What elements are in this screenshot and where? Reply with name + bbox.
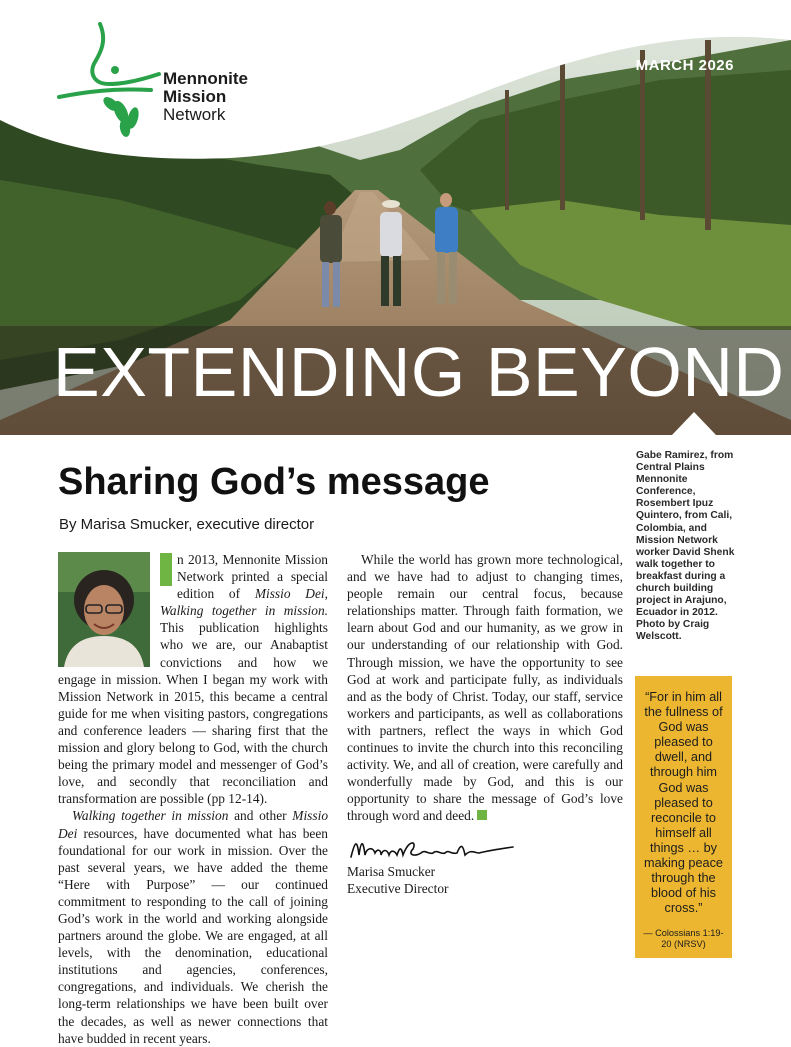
drop-cap-mark [160, 553, 172, 586]
signature-title: Executive Director [347, 880, 449, 896]
issue-date: MARCH 2026 [635, 57, 734, 74]
p3-text: While the world has grown more technological, and we have had to adjust to changing times, people remain our central focus, because relationships matter. Through faith formation, we learn about God and our humanity, as we grow in our understanding of our relationship with God. Through mission, we have the opportunity to see God at work and participate fully, as individuals and as the body of Christ. Today, our staff, service workers and participants, as well as collaborations with partners, reflect the ways in which God continues to invite the church into this reconciling activity. We, and all of creation, were carefully and wonderfully made by God, and this is our opportunity to share the message of God’s love through word and deed. [347, 552, 623, 824]
photo-caption: Gabe Ramirez, from Central Plains Mennonite Conference, Rosembert Ipuz Quintero, from Cali, Colombia, and Mission Network worker David Shenk walk together to breakfast during a church building project in Arajuno, Ecuador in 2012. Photo by Craig Welscott. [636, 450, 735, 643]
article-title: Sharing God’s message [58, 461, 490, 503]
caption-pointer [672, 412, 716, 435]
p2-text-a: and other [228, 808, 293, 824]
signature [347, 835, 515, 861]
end-mark [477, 810, 487, 820]
org-name-line-2: Mission [163, 87, 227, 106]
p1-text-b: This publication highlights who we are, our Anabaptist convictions and how we engage in mission. When I began my work with Mission Network in 2015, this became a central guide for me when visiting pastors, congregations and conference leaders — sharing first that the mission and glory belong to God, with the church being the primary model and messenger of God’s love, and secondly that reconciliation and transformation are possible (pp 12-14). [58, 620, 328, 807]
signature-name: Marisa Smucker [347, 863, 436, 879]
hero-photo [0, 0, 791, 435]
scripture-quote-box [635, 676, 732, 958]
headline: EXTENDING BEYOND [53, 333, 785, 411]
p1-emphasis-a: Missio Dei [254, 586, 325, 602]
organization-name [163, 70, 248, 124]
p1-emphasis-b: Walking together in mission. [160, 603, 328, 619]
p2-text-b: resources, have documented what has been foundational for our work in mission. Over the past several years, we have added the theme “Here with Purpose” — our continued commitment to responding to the call of joining God’s work in the world and working alongside partners around the globe. We are engaged, at all levels, with the denomination, educational institutions and agencies, conferences, congregations, and individuals. We cherish the long-term relationships we have been built over the decades, as well as newer connections that have budded in recent years. [58, 825, 328, 1046]
scripture-quote: “For in him all the fullness of God was pleased to dwell, and through him God was pleased to reconcile to himself all things … by making peace through the blood of his cross.” [644, 690, 723, 916]
article-paragraph-3 [347, 551, 623, 825]
portrait-wrap [58, 551, 160, 669]
p2-emphasis-a: Walking together in mission [72, 808, 229, 824]
org-name-line-1: Mennonite [163, 69, 248, 88]
p1-text-a: n 2013, Mennonite Mission Network printed a special edition of [177, 552, 328, 602]
mission-network-logo [55, 22, 165, 137]
p1-separator: , [324, 586, 328, 602]
scripture-reference: — Colossians 1:19-20 (NRSV) [643, 928, 724, 950]
org-name-line-3: Network [163, 105, 226, 124]
article-column-1 [58, 551, 328, 1047]
p2-emphasis-b: Missio Dei [58, 808, 329, 841]
byline: By Marisa Smucker, executive director [59, 516, 315, 533]
article-paragraph-2 [58, 807, 328, 1046]
article-column-2 [347, 551, 623, 897]
